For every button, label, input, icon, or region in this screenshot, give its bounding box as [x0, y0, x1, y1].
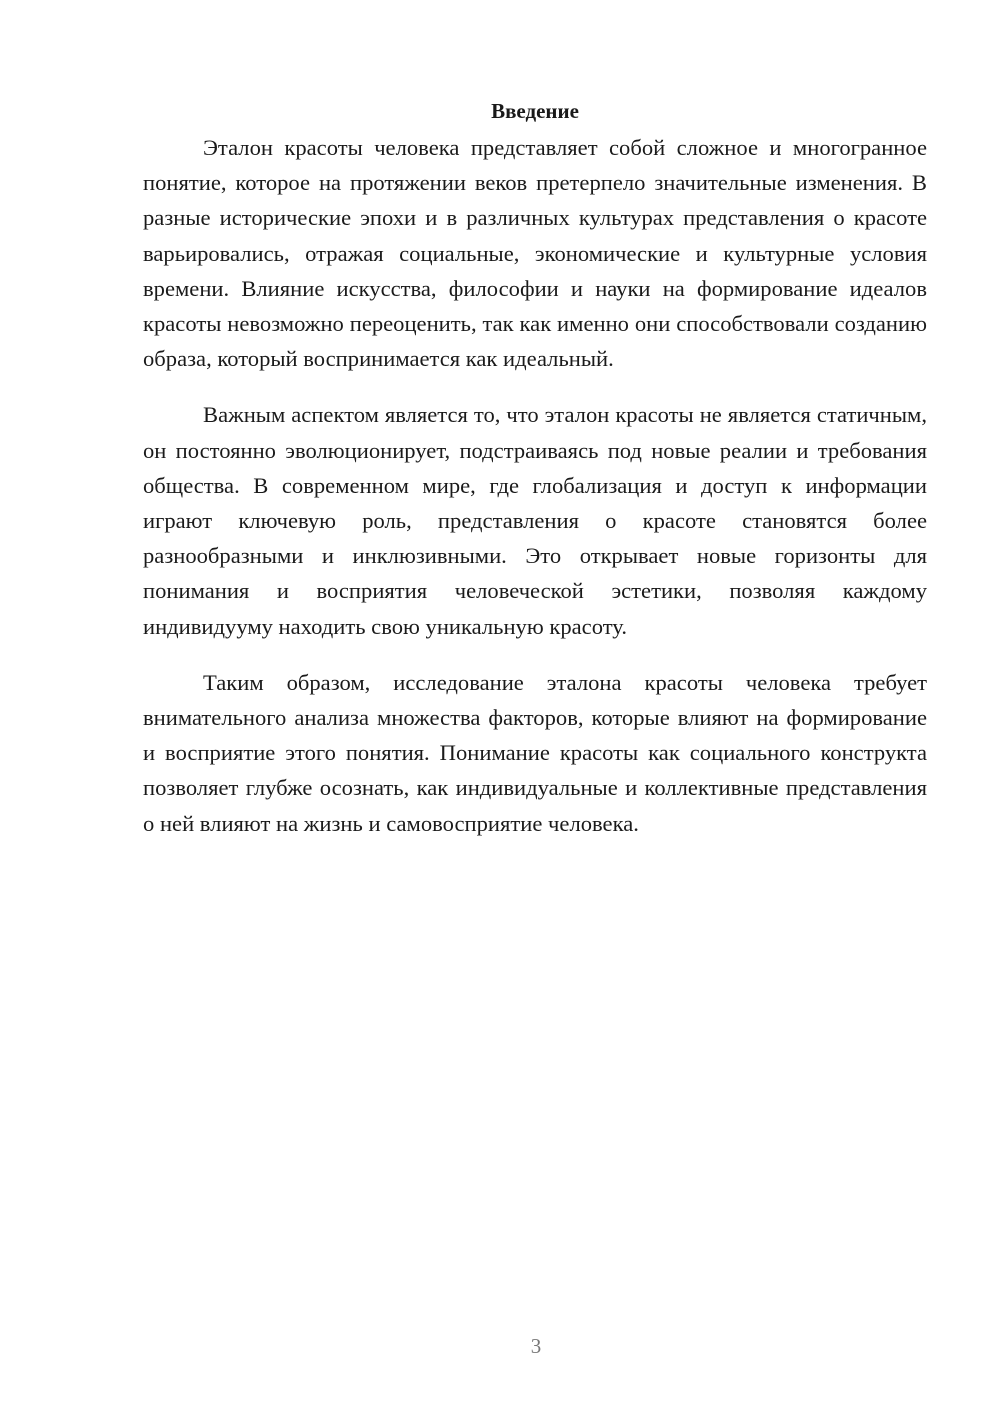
section-heading: Введение	[491, 99, 579, 123]
page-number: 3	[530, 1334, 542, 1358]
page-content	[143, 96, 927, 862]
paragraph-1: Эталон красоты человека представляет собой сложное и многогранное понятие, которое на протяжении веков претерпело значительные изменения. В разные исторические эпохи и в различных культурах представления о красоте варьировались, отражая социальные, экономические и культурные условия времени. Влияние искусства, философии и науки на формирование идеалов красоты невозможно переоценить, так как именно они способствовали созданию образа, который воспринимается как идеальный.	[143, 135, 927, 372]
paragraph-3: Таким образом, исследование эталона красоты человека требует внимательного анализа множества факторов, которые влияют на формирование и восприятие этого понятия. Понимание красоты как социального конструкта позволяет глубже осознать, как индивидуальные и коллективные представления о ней влияют на жизнь и самовосприятие человека.	[143, 669, 927, 836]
paragraph-2: Важным аспектом является то, что эталон красоты не является статичным, он постоянно эволюционирует, подстраиваясь под новые реалии и требования общества. В современном мире, где глобализация и доступ к информации играют ключевую роль, представления о красоте становятся более разнообразными и инклюзивными. Это открывает новые горизонты для понимания и восприятия человеческой эстетики, позволяя каждому индивидууму находить свою уникальную красоту.	[143, 402, 927, 639]
